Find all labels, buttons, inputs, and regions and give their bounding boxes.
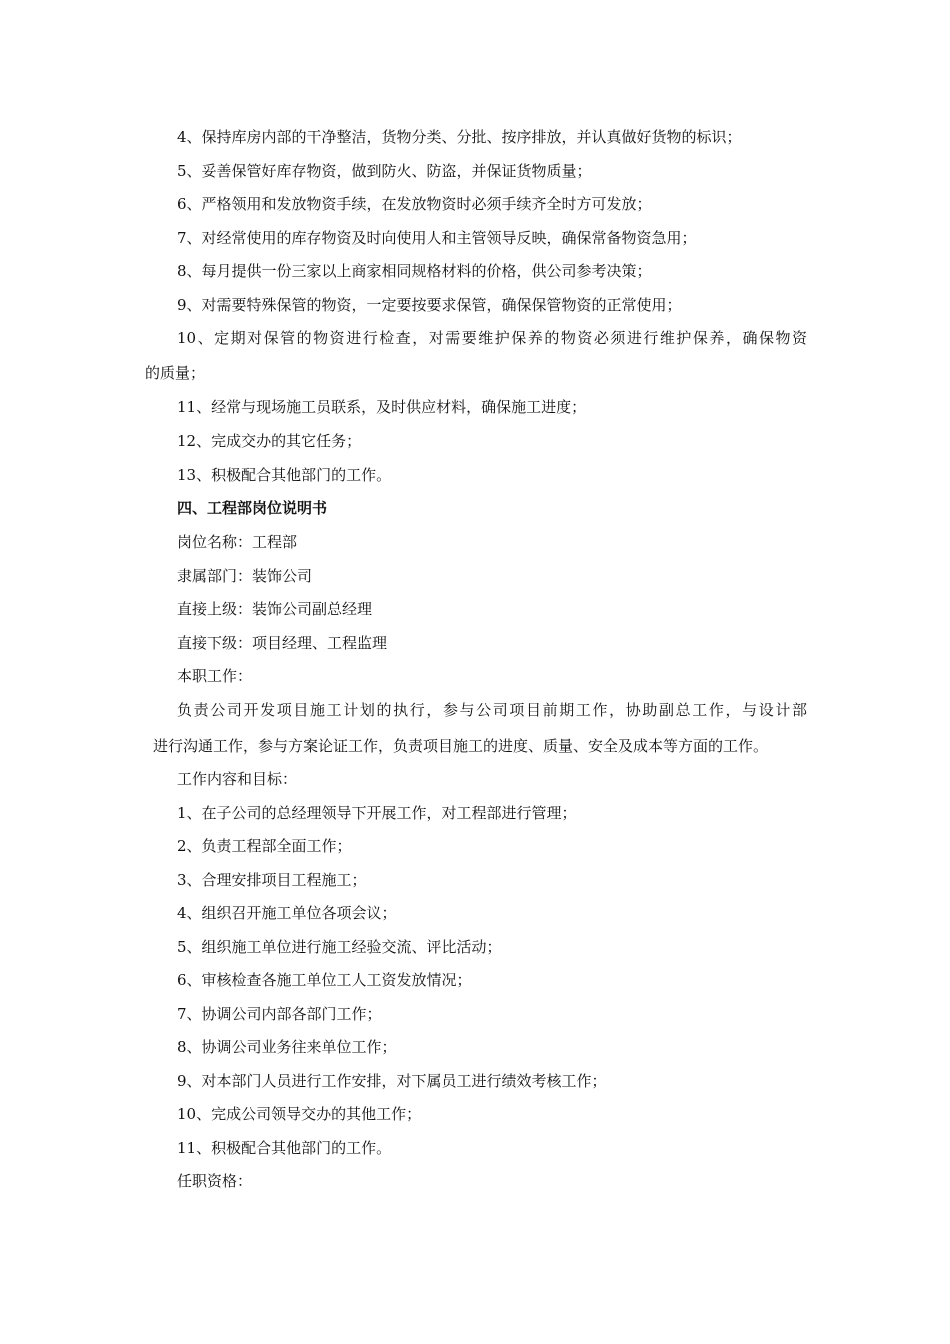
list-item: 13、积极配合其他部门的工作。 bbox=[177, 466, 392, 484]
list-item: 11、经常与现场施工员联系，及时供应材料，确保施工进度； bbox=[177, 398, 587, 416]
position-name: 岗位名称：工程部 bbox=[177, 533, 298, 551]
list-item: 7、协调公司内部各部门工作； bbox=[177, 1005, 382, 1023]
list-item: 7、对经常使用的库存物资及时向使用人和主管领导反映，确保常备物资急用； bbox=[177, 229, 697, 247]
list-item-continuation: 的质量； bbox=[145, 364, 206, 382]
list-item: 11、积极配合其他部门的工作。 bbox=[177, 1139, 392, 1157]
list-item: 3、合理安排项目工程施工； bbox=[177, 871, 367, 889]
list-item: 6、严格领用和发放物资手续，在发放物资时必须手续齐全时方可发放； bbox=[177, 195, 652, 213]
list-item: 5、妥善保管好库存物资，做到防火、防盗，并保证货物质量； bbox=[177, 162, 592, 180]
list-item: 4、保持库房内部的干净整洁，货物分类、分批、按序排放，并认真做好货物的标识； bbox=[177, 128, 742, 146]
duty-text-line-1: 负责公司开发项目施工计划的执行，参与公司项目前期工作，协助副总工作，与设计部 bbox=[177, 701, 807, 719]
direct-superior: 直接上级：装饰公司副总经理 bbox=[177, 600, 373, 618]
list-item: 2、负责工程部全面工作； bbox=[177, 837, 352, 855]
list-item: 12、完成交办的其它任务； bbox=[177, 432, 362, 450]
list-item: 9、对本部门人员进行工作安排，对下属员工进行绩效考核工作； bbox=[177, 1072, 607, 1090]
list-item: 9、对需要特殊保管的物资，一定要按要求保管，确保保管物资的正常使用； bbox=[177, 296, 682, 314]
direct-subordinate: 直接下级：项目经理、工程监理 bbox=[177, 634, 388, 652]
list-item: 4、组织召开施工单位各项会议； bbox=[177, 904, 397, 922]
list-item: 8、每月提供一份三家以上商家相同规格材料的价格，供公司参考决策； bbox=[177, 262, 652, 280]
list-item: 6、审核检查各施工单位工人工资发放情况； bbox=[177, 971, 472, 989]
list-item: 1、在子公司的总经理领导下开展工作，对工程部进行管理； bbox=[177, 804, 577, 822]
duty-label: 本职工作： bbox=[177, 667, 253, 685]
duty-text-line-2: 进行沟通工作，参与方案论证工作，负责项目施工的进度、质量、安全及成本等方面的工作。 bbox=[153, 737, 769, 755]
list-item: 8、协调公司业务往来单位工作； bbox=[177, 1038, 397, 1056]
section-heading: 四、工程部岗位说明书 bbox=[177, 499, 328, 517]
content-label: 工作内容和目标： bbox=[177, 770, 298, 788]
qualification-label: 任职资格： bbox=[177, 1172, 253, 1190]
list-item: 5、组织施工单位进行施工经验交流、评比活动； bbox=[177, 938, 502, 956]
department: 隶属部门：装饰公司 bbox=[177, 567, 313, 585]
list-item: 10、定期对保管的物资进行检查，对需要维护保养的物资必须进行维护保养，确保物资 bbox=[177, 329, 807, 347]
list-item: 10、完成公司领导交办的其他工作； bbox=[177, 1105, 422, 1123]
